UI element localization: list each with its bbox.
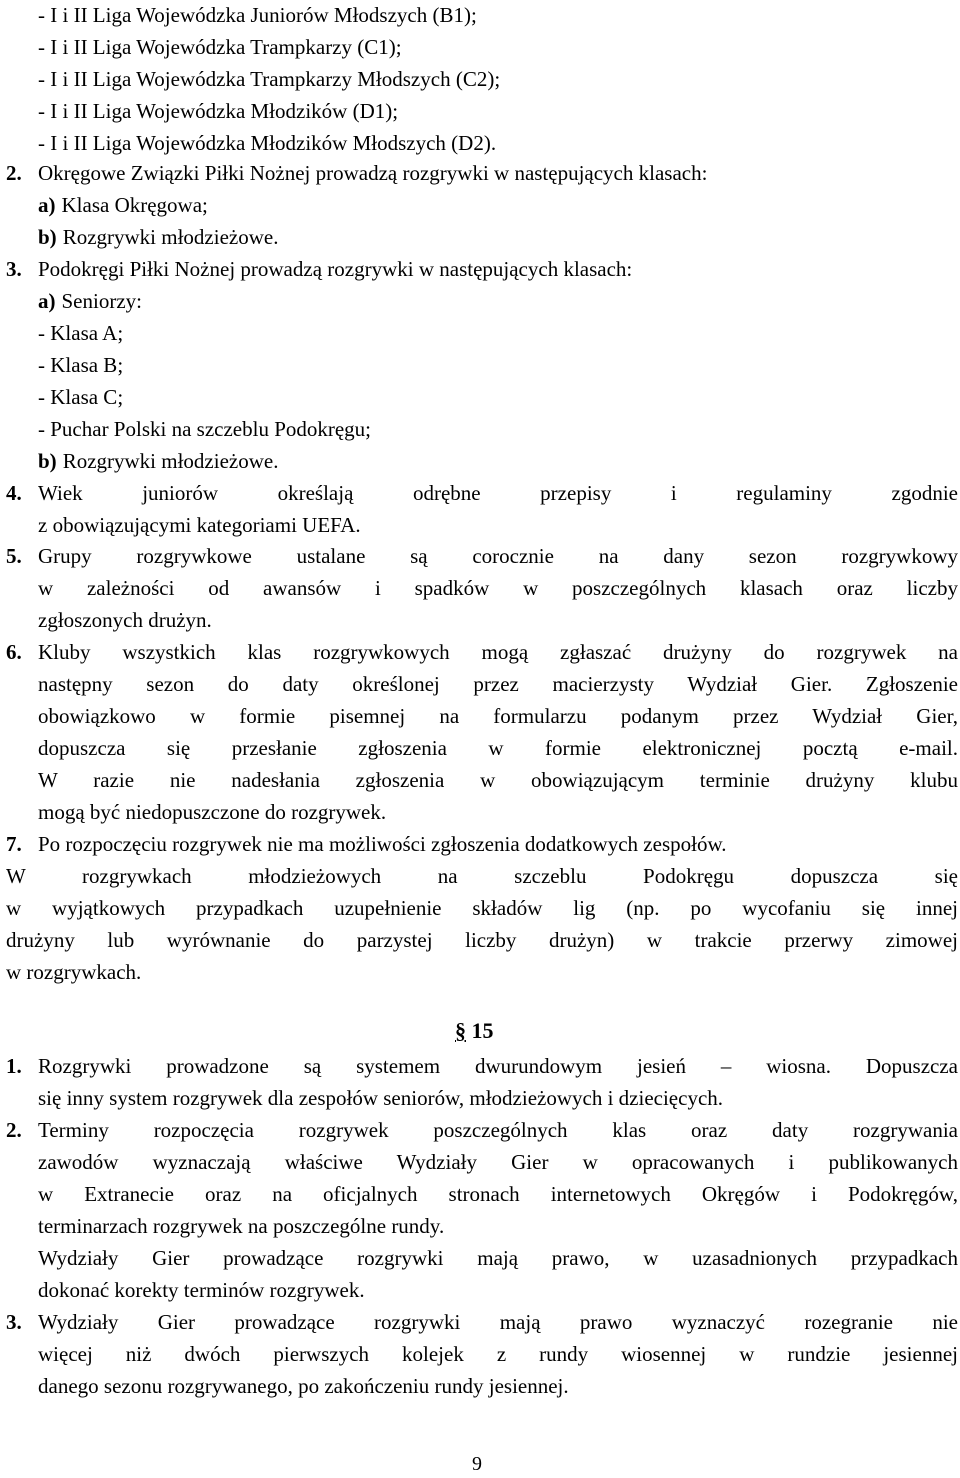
- sub-label: b): [38, 449, 57, 473]
- item-number: 1.: [6, 1054, 22, 1078]
- sub-item: [38, 190, 208, 220]
- list-line: - I i II Liga Wojewódzka Młodzików (D1);: [38, 99, 399, 123]
- sub-label: b): [38, 225, 57, 249]
- sub-label: a): [38, 193, 56, 217]
- item-text: dopuszcza się przesłanie zgłoszenia w formie elektronicznej pocztą e-mail.: [38, 736, 958, 760]
- item-text: zawodów wyznaczają właściwe Wydziały Gier w opracowanych i publikowanych: [38, 1150, 958, 1174]
- item-text: obowiązkowo w formie pisemnej na formularzu podanym przez Wydział Gier,: [38, 704, 958, 728]
- item-number: 3.: [6, 1310, 22, 1334]
- item-text: się inny system rozgrywek dla zespołów seniorów, młodzieżowych i dziecięcych.: [38, 1086, 724, 1110]
- section-heading: [455, 1016, 494, 1046]
- sub-label: a): [38, 289, 56, 313]
- item-number: 5.: [6, 544, 22, 568]
- sub-item: [38, 222, 278, 252]
- item-number: 6.: [6, 640, 22, 664]
- item-text: Wydziały Gier prowadzące rozgrywki mają prawo, w uzasadnionych przypadkach: [38, 1246, 958, 1270]
- item-text: zgłoszonych drużyn.: [38, 608, 212, 632]
- list-line: - I i II Liga Wojewódzka Trampkarzy Młodszych (C2);: [38, 67, 501, 91]
- section-sign: §: [455, 1018, 466, 1043]
- item-text: terminarzach rozgrywek na poszczególne rundy.: [38, 1214, 445, 1238]
- item-text: Terminy rozpoczęcia rozgrywek poszczególnych klas oraz daty rozgrywania: [38, 1118, 958, 1142]
- item-number: 2.: [6, 161, 22, 185]
- paragraph-line: w wyjątkowych przypadkach uzupełnienie składów lig (np. po wycofaniu się innej: [6, 896, 958, 920]
- item-text: Podokręgi Piłki Nożnej prowadzą rozgrywki w następujących klasach:: [38, 257, 633, 281]
- item-text: mogą być niedopuszczone do rozgrywek.: [38, 800, 387, 824]
- item-text: Wydziały Gier prowadzące rozgrywki mają prawo wyznaczyć rozegranie nie: [38, 1310, 958, 1334]
- item-text: Rozgrywki prowadzone są systemem dwurundowym jesień – wiosna. Dopuszcza: [38, 1054, 958, 1078]
- paragraph-line: W rozgrywkach młodzieżowych na szczeblu Podokręgu dopuszcza się: [6, 864, 958, 888]
- item-text: w Extranecie oraz na oficjalnych stronach internetowych Okręgów i Podokręgów,: [38, 1182, 958, 1206]
- item-number: 2.: [6, 1118, 22, 1142]
- item-text: W razie nie nadesłania zgłoszenia w obowiązującym terminie drużyny klubu: [38, 768, 958, 792]
- item-text: Po rozpoczęciu rozgrywek nie ma możliwości zgłoszenia dodatkowych zespołów.: [38, 832, 727, 856]
- item-text: więcej niż dwóch pierwszych kolejek z rundy wiosennej w rundzie jesiennej: [38, 1342, 958, 1366]
- item-number: 4.: [6, 481, 22, 505]
- paragraph-line: drużyny lub wyrównanie do parzystej liczby drużyn) w trakcie przerwy zimowej: [6, 928, 958, 952]
- item-text: następny sezon do daty określonej przez macierzysty Wydział Gier. Zgłoszenie: [38, 672, 958, 696]
- item-text: Okręgowe Związki Piłki Nożnej prowadzą rozgrywki w następujących klasach:: [38, 161, 708, 185]
- item-text: w zależności od awansów i spadków w poszczególnych klasach oraz liczby: [38, 576, 958, 600]
- sub-text: Seniorzy:: [61, 289, 142, 313]
- sub-item: [38, 446, 278, 476]
- list-line: - I i II Liga Wojewódzka Juniorów Młodszych (B1);: [38, 3, 477, 27]
- sub-item: [38, 286, 142, 316]
- sub-text: Klasa Okręgowa;: [61, 193, 208, 217]
- sub-text: Rozgrywki młodzieżowe.: [62, 225, 279, 249]
- item-text: Wiek juniorów określają odrębne przepisy i regulaminy zgodnie: [38, 481, 958, 505]
- item-text: dokonać korekty terminów rozgrywek.: [38, 1278, 365, 1302]
- item-number: 7.: [6, 832, 22, 856]
- page-number: 9: [472, 1453, 482, 1475]
- item-text: z obowiązującymi kategoriami UEFA.: [38, 513, 361, 537]
- sub-line: - Puchar Polski na szczeblu Podokręgu;: [38, 417, 372, 441]
- sub-text: Rozgrywki młodzieżowe.: [62, 449, 279, 473]
- sub-line: - Klasa A;: [38, 321, 124, 345]
- sub-line: - Klasa C;: [38, 385, 124, 409]
- sub-line: - Klasa B;: [38, 353, 124, 377]
- item-text: danego sezonu rozgrywanego, po zakończeniu rundy jesiennej.: [38, 1374, 569, 1398]
- item-text: Kluby wszystkich klas rozgrywkowych mogą zgłaszać drużyny do rozgrywek na: [38, 640, 958, 664]
- list-line: - I i II Liga Wojewódzka Trampkarzy (C1);: [38, 35, 402, 59]
- item-text: Grupy rozgrywkowe ustalane są corocznie na dany sezon rozgrywkowy: [38, 544, 958, 568]
- list-line: - I i II Liga Wojewódzka Młodzików Młodszych (D2).: [38, 131, 497, 155]
- item-number: 3.: [6, 257, 22, 281]
- section-number: 15: [471, 1018, 494, 1043]
- paragraph-line: w rozgrywkach.: [6, 960, 142, 984]
